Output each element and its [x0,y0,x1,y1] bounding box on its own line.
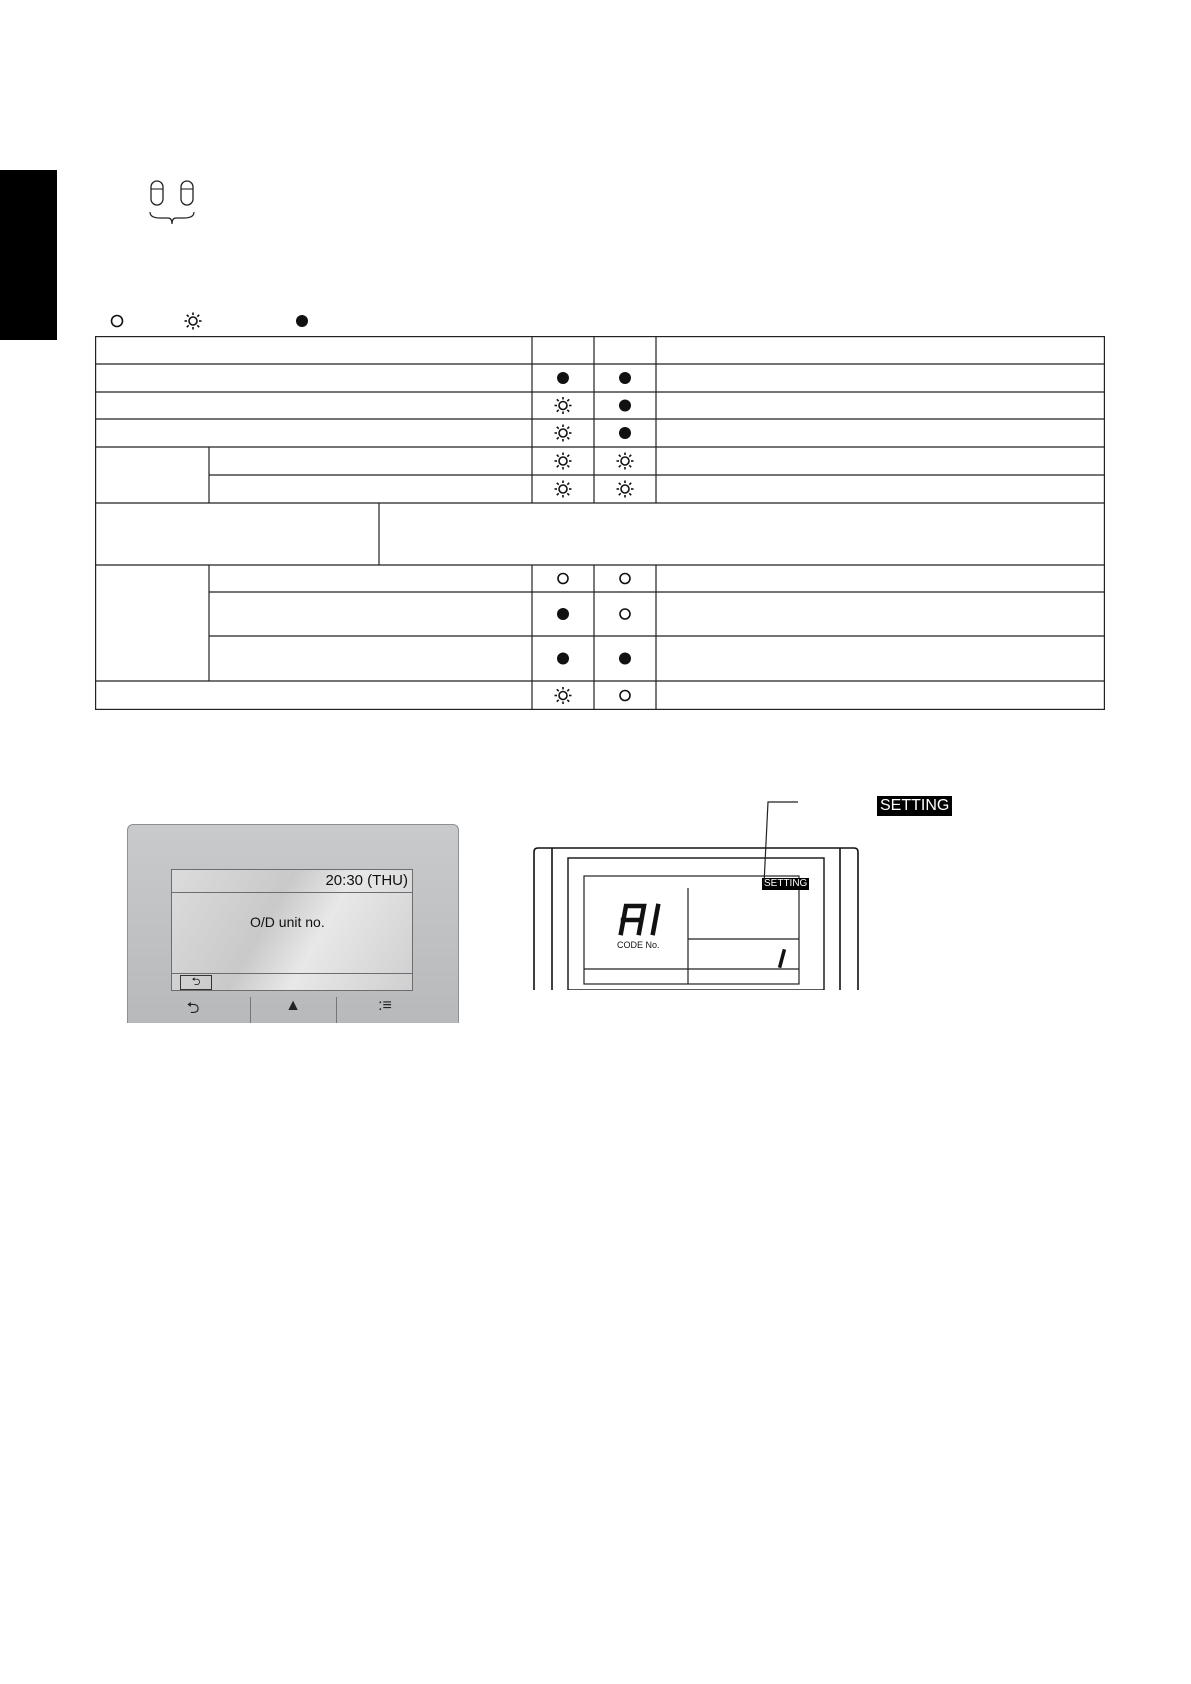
led-blink-icon [617,481,634,498]
return-button[interactable]: ⮌ [186,1000,200,1017]
led-on-icon [619,400,631,412]
code-label: CODE No. [617,940,660,950]
led-off-icon [620,691,630,701]
led-blink-icon [555,687,572,704]
wired-remote-controller [127,824,459,1023]
menu-button[interactable]: :≡ [378,997,392,1014]
return-icon: ⮌ [180,975,212,990]
led-blink-icon [555,453,572,470]
remote-lcd-screen [171,869,413,991]
led-on-icon [619,372,631,384]
button-divider [250,997,251,1023]
unit-number-label: O/D unit no. [250,914,325,930]
led-blink-icon [617,453,634,470]
led-blink-icon [555,481,572,498]
led-blink-icon [555,425,572,442]
up-arrow-button[interactable]: ▲ [285,997,301,1014]
led-status-table [95,336,1105,710]
led-legend [108,310,328,332]
led-off-icon [620,609,630,619]
setting-indicator: SETTING [764,878,808,889]
led-on-icon [619,427,631,439]
led-on-icon [557,608,569,620]
led-off-icon [558,574,568,584]
section-tab [0,170,57,340]
on-dot-icon [296,315,308,327]
off-circle-icon [112,316,123,327]
led-off-icon [620,574,630,584]
clock-display: 20:30 (THU) [325,872,408,889]
led-on-icon [557,372,569,384]
led-on-icon [557,653,569,665]
led-status-grid [95,336,1105,710]
blink-icon [185,313,202,330]
button-divider [336,997,337,1023]
setting-callout-badge: SETTING [877,796,952,816]
led-on-icon [619,653,631,665]
code-segment-display [621,906,658,933]
screen-footer [172,973,412,990]
led-blink-icon [555,397,572,414]
simple-remote-controller [532,846,860,990]
unit-segment-display [780,951,784,966]
screen-header [172,870,412,893]
connector-pins-icon [148,178,206,228]
remote-button-row [128,997,458,1023]
